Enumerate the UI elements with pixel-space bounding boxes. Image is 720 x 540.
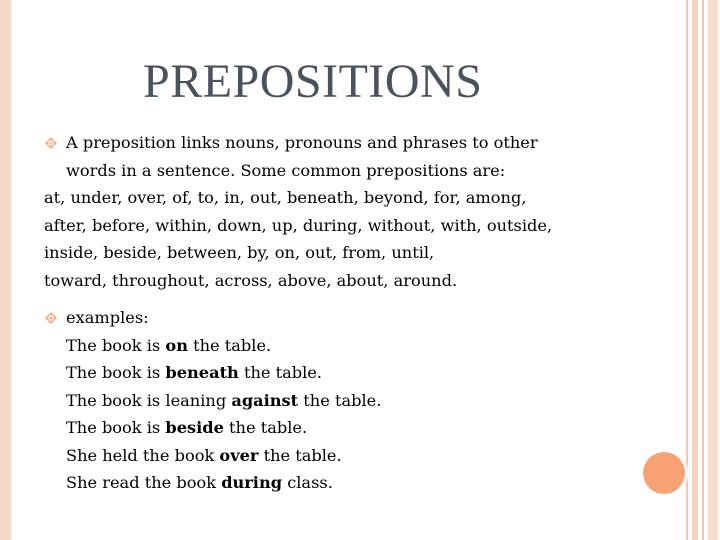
intro-line-2: words in a sentence. Some common prepositions are: — [66, 160, 506, 180]
bullet-icon — [44, 311, 58, 325]
example-sentence: She read the book during class. — [66, 473, 333, 492]
left-decorative-border — [0, 0, 10, 540]
preposition-list — [44, 184, 634, 294]
decorative-orange-circle — [643, 452, 685, 494]
intro-line-1: A preposition links nouns, pronouns and phrases to other — [66, 133, 538, 152]
example-sentence: The book is on the table. — [66, 335, 272, 355]
example-sentence: The book is beside the table. — [66, 418, 308, 437]
example-sentence: She held the book over the table. — [66, 445, 342, 465]
preposition-line: at, under, over, of, to, in, out, beneath, beyond, for, among, — [44, 188, 527, 207]
bullet-icon — [44, 136, 58, 150]
example-sentence: The book is beneath the table. — [66, 363, 323, 382]
examples-block — [66, 304, 381, 497]
preposition-line: toward, throughout, across, above, about, around. — [44, 270, 458, 290]
preposition-line: after, before, within, down, up, during, without, with, outside, — [44, 215, 553, 235]
examples-heading: examples: — [66, 308, 149, 327]
slide-title: PREPOSITIONS — [143, 55, 483, 108]
intro-paragraph — [66, 129, 636, 184]
example-sentence: The book is leaning against the table. — [66, 390, 382, 410]
preposition-line: inside, beside, between, by, on, out, from, until, — [44, 243, 435, 262]
right-decorative-border — [686, 0, 720, 540]
